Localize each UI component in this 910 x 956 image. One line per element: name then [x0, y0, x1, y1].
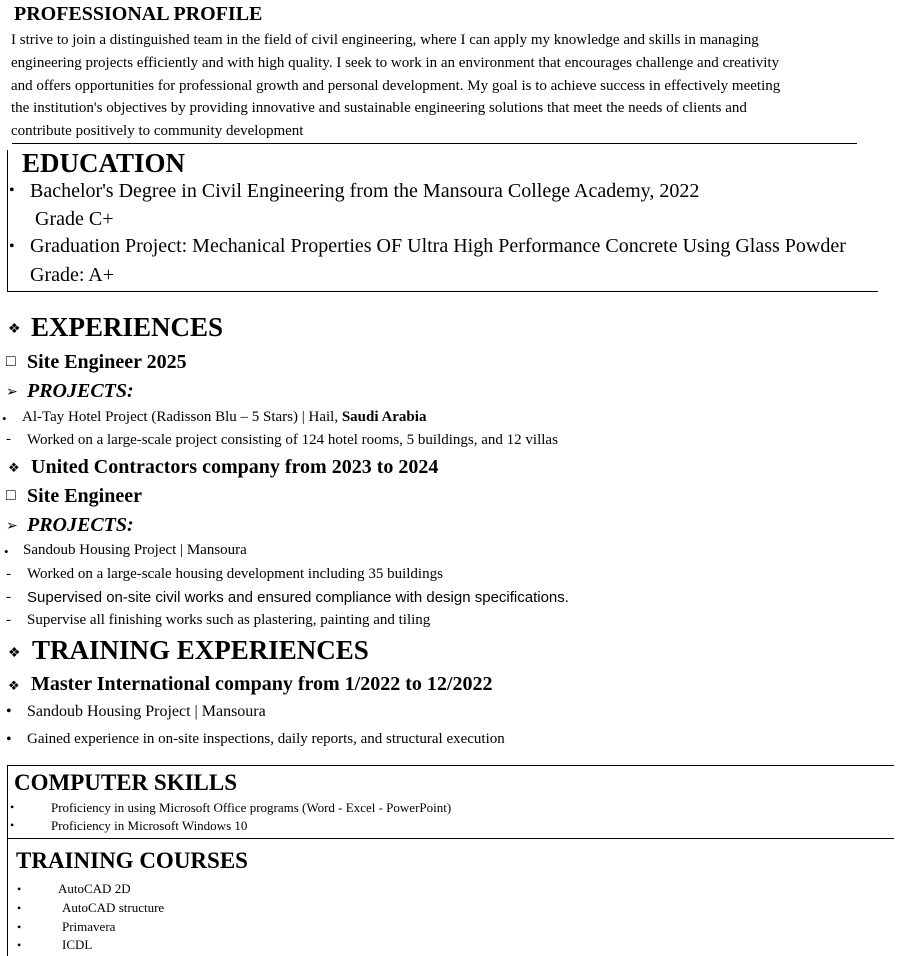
- computer-skill-item: Proficiency in using Microsoft Office programs (Word - Excel - PowerPoint): [51, 800, 452, 815]
- bullet-icon: •: [17, 882, 22, 896]
- course-item: ICDL: [62, 937, 93, 952]
- bullet-icon: •: [10, 800, 15, 814]
- education-left-rule: [7, 150, 8, 292]
- course-item: AutoCAD structure: [62, 900, 165, 915]
- job1-title: Site Engineer 2025: [27, 351, 187, 373]
- dash-bullet-icon: -: [6, 612, 11, 628]
- courses-left-rule: [7, 838, 8, 956]
- education-heading: EDUCATION: [22, 148, 186, 178]
- arrow-bullet-icon: ➢: [6, 519, 18, 534]
- arrow-bullet-icon: ➢: [6, 385, 18, 400]
- bullet-icon: •: [4, 544, 9, 559]
- job1-project-name: Al-Tay Hotel Project (Radisson Blu – 5 Stars) | Hail,: [22, 409, 342, 425]
- training-company: Master International company from 1/2022 to 12/2022: [31, 673, 493, 695]
- bullet-icon: •: [17, 920, 22, 934]
- bullet-icon: •: [17, 901, 22, 915]
- bullet-icon: •: [9, 238, 15, 255]
- education-project: Graduation Project: Mechanical Properties OF Ultra High Performance Concrete Using Glass Powder: [30, 235, 846, 257]
- education-degree-grade: Grade C+: [35, 208, 114, 230]
- profile-paragraph: [11, 29, 891, 143]
- training-item: Gained experience in on-site inspections, daily reports, and structural execution: [27, 731, 505, 747]
- bullet-icon: •: [9, 182, 15, 199]
- profile-line: contribute positively to community development: [11, 123, 304, 140]
- profile-divider: [12, 143, 857, 144]
- diamond-bullet-icon: ❖: [8, 322, 21, 337]
- experiences-heading: EXPERIENCES: [31, 312, 224, 342]
- job2-project-name: Sandoub Housing Project | Mansoura: [23, 542, 247, 558]
- bullet-icon: •: [10, 818, 15, 832]
- profile-heading: PROFESSIONAL PROFILE: [14, 3, 263, 25]
- bullet-icon: •: [2, 411, 7, 426]
- dash-bullet-icon: -: [6, 431, 11, 447]
- diamond-bullet-icon: ❖: [8, 646, 21, 661]
- profile-line: I strive to join a distinguished team in the field of civil engineering, where I can apply my knowledge and skills in managing: [11, 32, 759, 48]
- bullet-icon: •: [6, 731, 12, 748]
- computer-skills-heading: COMPUTER SKILLS: [14, 770, 238, 795]
- profile-line: and offers opportunities for professional growth and personal development. My goal is to achieve success in effectively meeting: [11, 77, 781, 94]
- job2-detail: Worked on a large-scale housing development including 35 buildings: [27, 566, 443, 582]
- job2-projects-label: PROJECTS:: [27, 514, 134, 536]
- job1-project: [22, 409, 426, 426]
- job1-project-country: Saudi Arabia: [341, 409, 427, 425]
- profile-line: the institution's objectives by providing innovative and sustainable engineering solutions that meet the needs of clients and: [11, 100, 747, 117]
- bullet-icon: •: [17, 938, 22, 952]
- bullet-icon: •: [6, 703, 12, 720]
- training-item: Sandoub Housing Project | Mansoura: [27, 703, 266, 720]
- profile-line: engineering projects efficiently and with high quality. I seek to work in an environment that encourages challenge and creativity: [11, 54, 780, 71]
- computer-skill-item: Proficiency in Microsoft Windows 10: [51, 818, 248, 833]
- computer-skills-left-rule: [7, 765, 8, 839]
- courses-heading: TRAINING COURSES: [16, 848, 248, 873]
- checkbox-square-icon: □: [6, 353, 16, 370]
- job2-detail: Supervised on-site civil works and ensured compliance with design specifications.: [27, 589, 569, 606]
- checkbox-square-icon: □: [6, 487, 16, 504]
- training-heading: TRAINING EXPERIENCES: [32, 635, 369, 665]
- diamond-bullet-icon: ❖: [8, 460, 20, 475]
- education-degree: Bachelor's Degree in Civil Engineering from the Mansoura College Academy, 2022: [30, 180, 700, 202]
- dash-bullet-icon: -: [6, 566, 11, 582]
- job1-detail: Worked on a large-scale project consisting of 124 hotel rooms, 5 buildings, and 12 villas: [27, 432, 558, 448]
- education-project-grade: Grade: A+: [30, 264, 115, 286]
- course-item: Primavera: [62, 919, 116, 934]
- courses-divider: [7, 838, 894, 839]
- diamond-bullet-icon: ❖: [8, 678, 20, 693]
- job1-projects-label: PROJECTS:: [27, 380, 134, 402]
- computer-skills-divider: [7, 765, 894, 766]
- dash-bullet-icon: -: [6, 589, 11, 605]
- course-item: AutoCAD 2D: [58, 881, 131, 896]
- job2-title: Site Engineer: [27, 485, 142, 507]
- education-divider: [8, 291, 878, 292]
- company2-heading: United Contractors company from 2023 to 2024: [31, 456, 439, 478]
- job2-detail: Supervise all finishing works such as plastering, painting and tiling: [27, 612, 431, 628]
